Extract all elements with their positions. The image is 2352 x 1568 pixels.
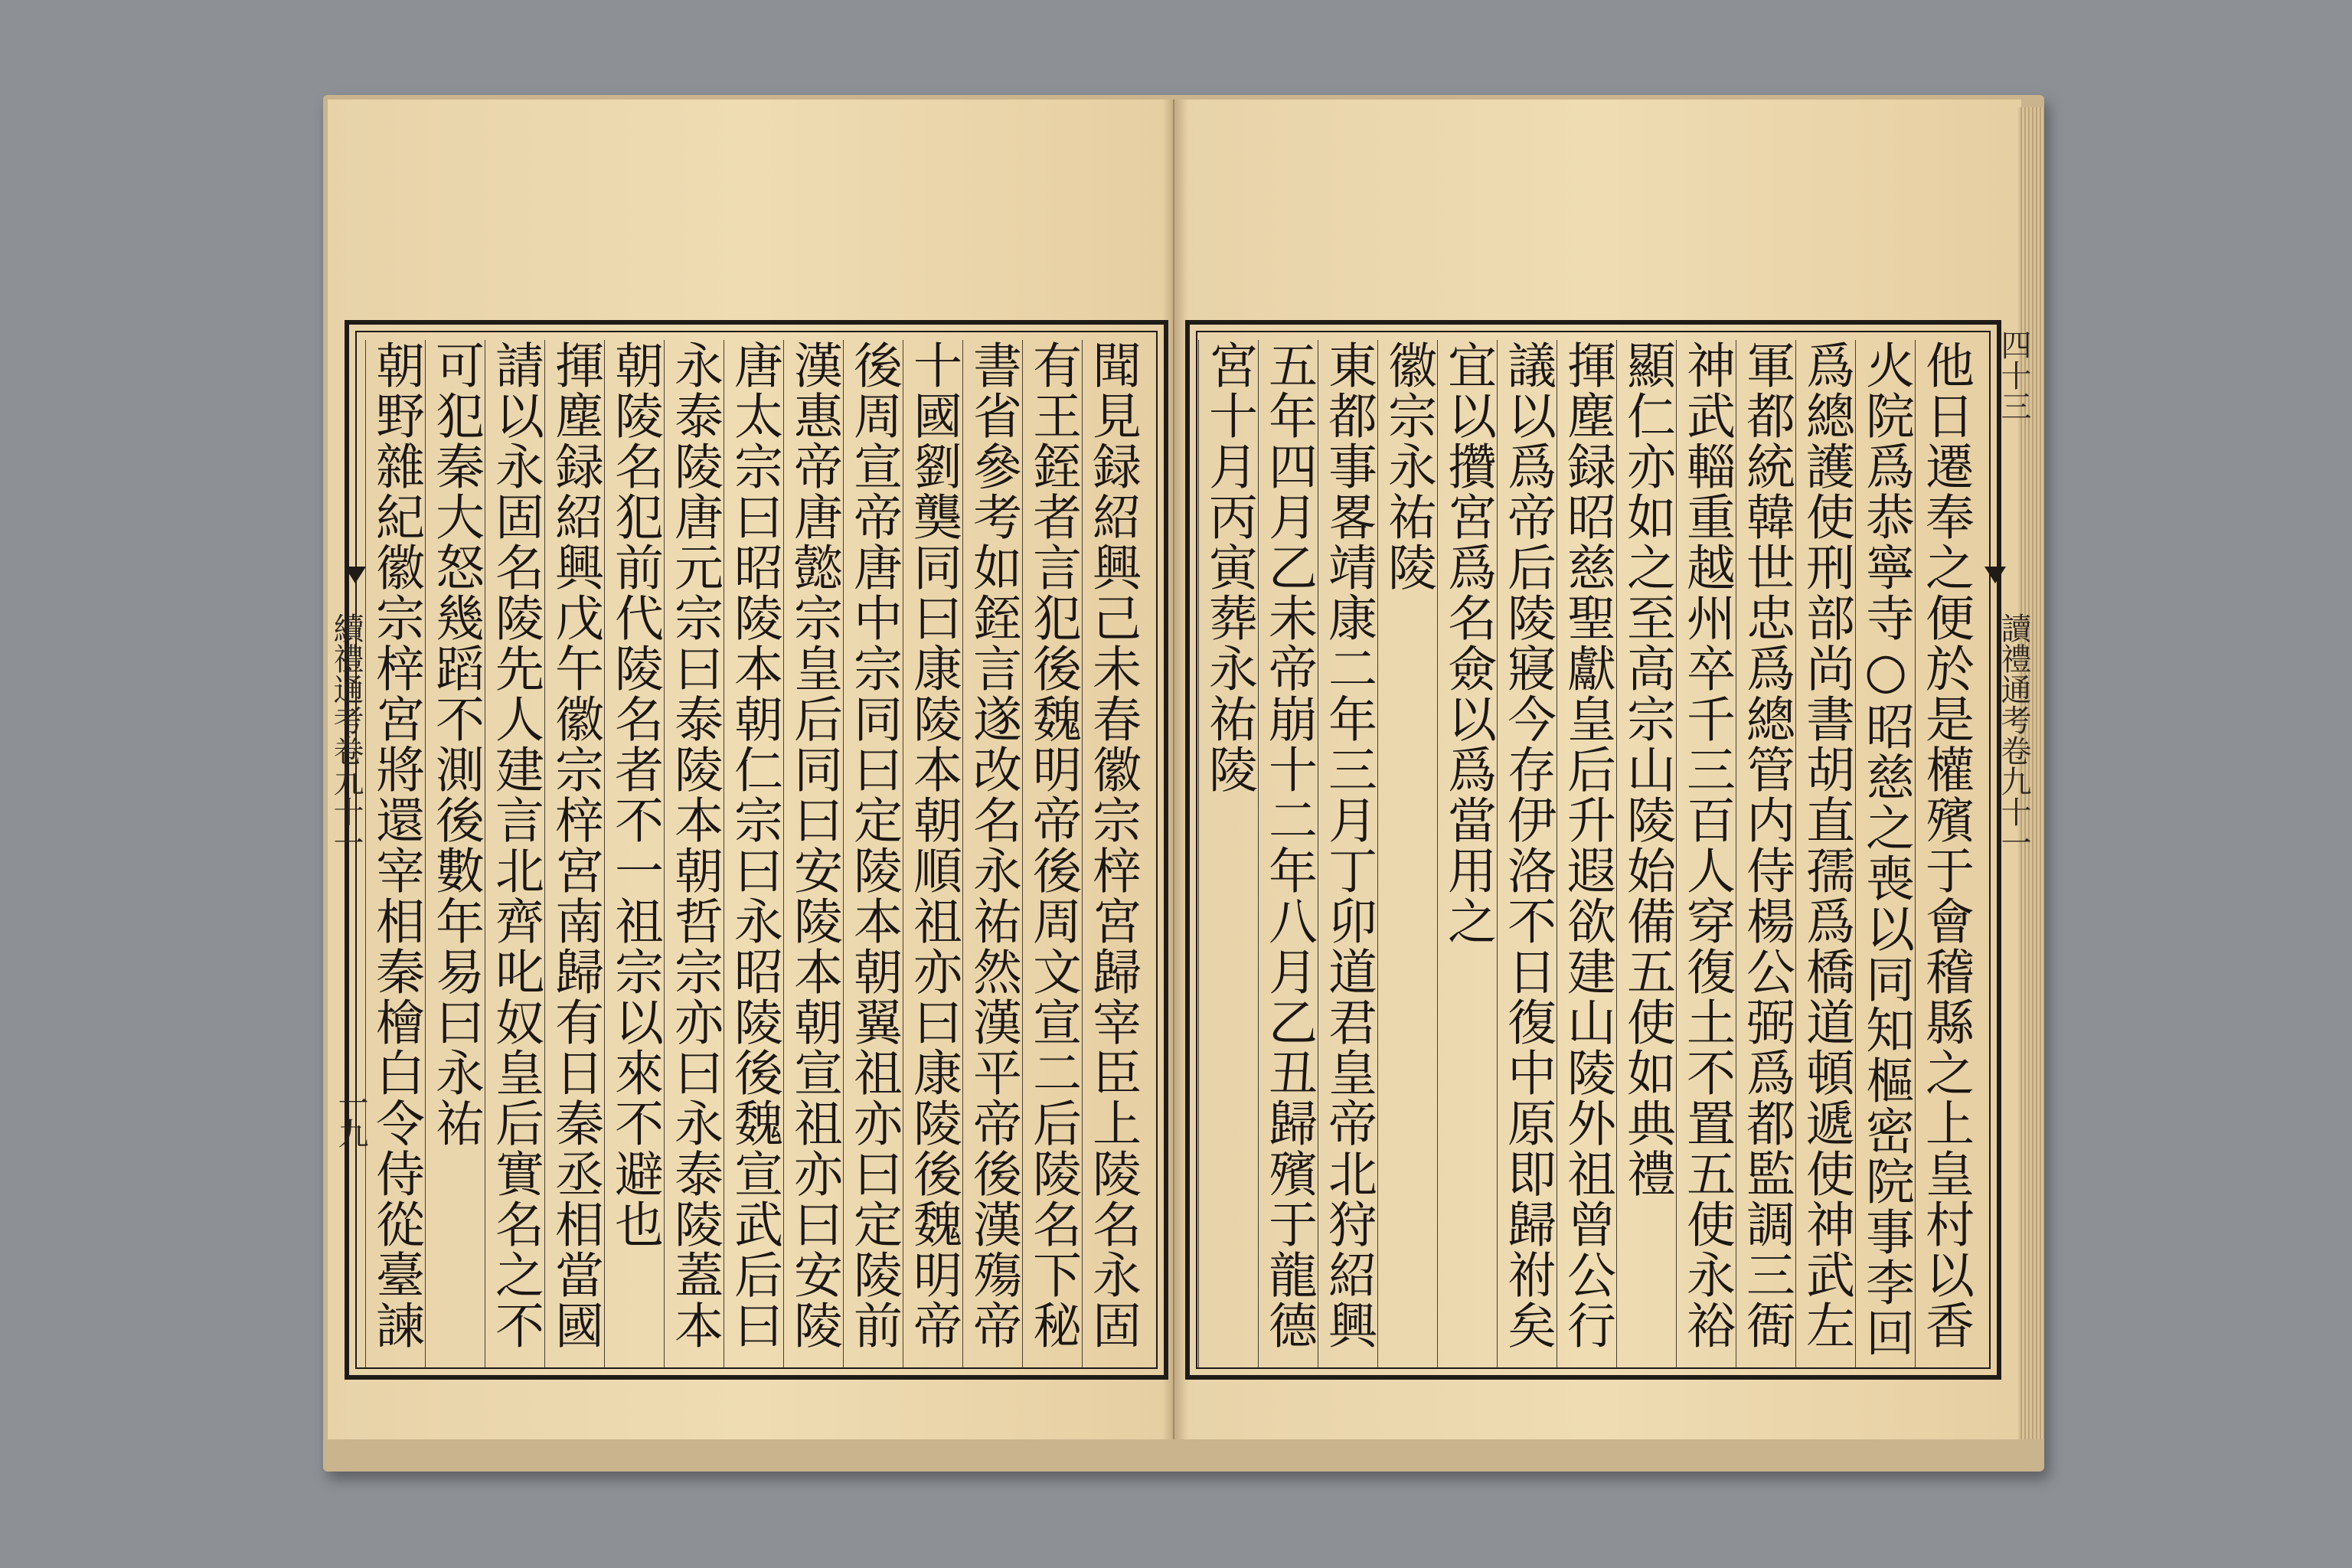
left-text-frame bbox=[345, 320, 1168, 1380]
left-column-5: 後周宣帝唐中宗同曰定陵本朝翼祖亦曰定陵前 bbox=[843, 340, 903, 1367]
left-column-8: 永泰陵唐元宗曰泰陵本朝哲宗亦曰永泰陵蓋本 bbox=[664, 340, 724, 1367]
right-text-frame bbox=[1185, 320, 2001, 1380]
left-column-6: 漢惠帝唐懿宗皇后同曰安陵本朝宣祖亦曰安陵 bbox=[783, 340, 844, 1367]
right-margin-title: 讀禮通考卷九十一 bbox=[1996, 612, 2031, 858]
right-column-6: 顯仁亦如之至高宗山陵始備五使如典禮 bbox=[1616, 340, 1677, 1367]
left-column-13: 朝野雜紀徽宗梓宮將還宰相秦檜白令侍從臺諫 bbox=[365, 340, 426, 1367]
left-column-2: 有王銍者言犯後魏明帝後周文宣二后陵名下秘 bbox=[1022, 340, 1083, 1367]
right-column-4: 軍都統韓世忠爲總管内侍楊公弼爲都監調三衙 bbox=[1736, 340, 1796, 1367]
right-column-7: 揮塵録昭慈聖獻皇后升遐欲建山陵外祖曾公行 bbox=[1557, 340, 1617, 1367]
right-column-9: 宜以攢宮爲名僉以爲當用之 bbox=[1437, 340, 1498, 1367]
left-column-11: 請以永固名陵先人建言北齊叱奴皇后實名之不 bbox=[485, 340, 545, 1367]
left-column-12: 可犯秦大怒幾蹈不測後數年易曰永祐 bbox=[425, 340, 485, 1367]
right-column-3: 爲總護使刑部尚書胡直孺爲橋道頓遞使神武左 bbox=[1795, 340, 1856, 1367]
left-column-4: 十國劉龑同曰康陵本朝順祖亦曰康陵後魏明帝 bbox=[903, 340, 963, 1367]
left-column-1: 聞見録紹興己未春徽宗梓宮歸宰臣上陵名永固 bbox=[1082, 340, 1142, 1367]
left-fishtail-mark bbox=[345, 567, 366, 583]
right-column-5: 神武輜重越州卒千三百人穿復土不置五使永裕 bbox=[1676, 340, 1736, 1367]
left-folio-number: 一九 bbox=[333, 1087, 368, 1148]
right-column-11: 東都事畧靖康二年三月丁卯道君皇帝北狩紹興 bbox=[1318, 340, 1378, 1367]
right-column-12: 五年四月乙未帝崩十二年八月乙丑歸殯于龍德 bbox=[1258, 340, 1318, 1367]
left-column-7: 唐太宗曰昭陵本朝仁宗曰永昭陵後魏宣武后曰 bbox=[724, 340, 784, 1367]
left-column-9: 朝陵名犯前代陵名者不一祖宗以來不避也 bbox=[604, 340, 665, 1367]
right-fishtail-mark bbox=[1984, 567, 2006, 583]
right-column-13: 宮十月丙寅葬永祐陵 bbox=[1198, 340, 1259, 1367]
left-margin-title: 續禮通考卷九十一 bbox=[328, 612, 364, 858]
left-column-3: 書省參考如銍言遂改名永祐然漢平帝後漢殤帝 bbox=[962, 340, 1023, 1367]
left-column-10: 揮塵録紹興戊午徽宗梓宮南歸有日秦丞相當國 bbox=[544, 340, 605, 1367]
right-folio-number: 四十三 bbox=[1996, 329, 2031, 421]
right-column-2: 火院爲恭寧寺○昭慈之喪以同知樞密院事李回 bbox=[1855, 340, 1916, 1367]
right-column-8: 議以爲帝后陵寢今存伊洛不日復中原即歸祔矣 bbox=[1497, 340, 1557, 1367]
right-column-1: 他日遷奉之便於是權殯于會稽縣之上皇村以香 bbox=[1915, 340, 1975, 1367]
right-column-10: 徽宗永祐陵 bbox=[1377, 340, 1438, 1367]
